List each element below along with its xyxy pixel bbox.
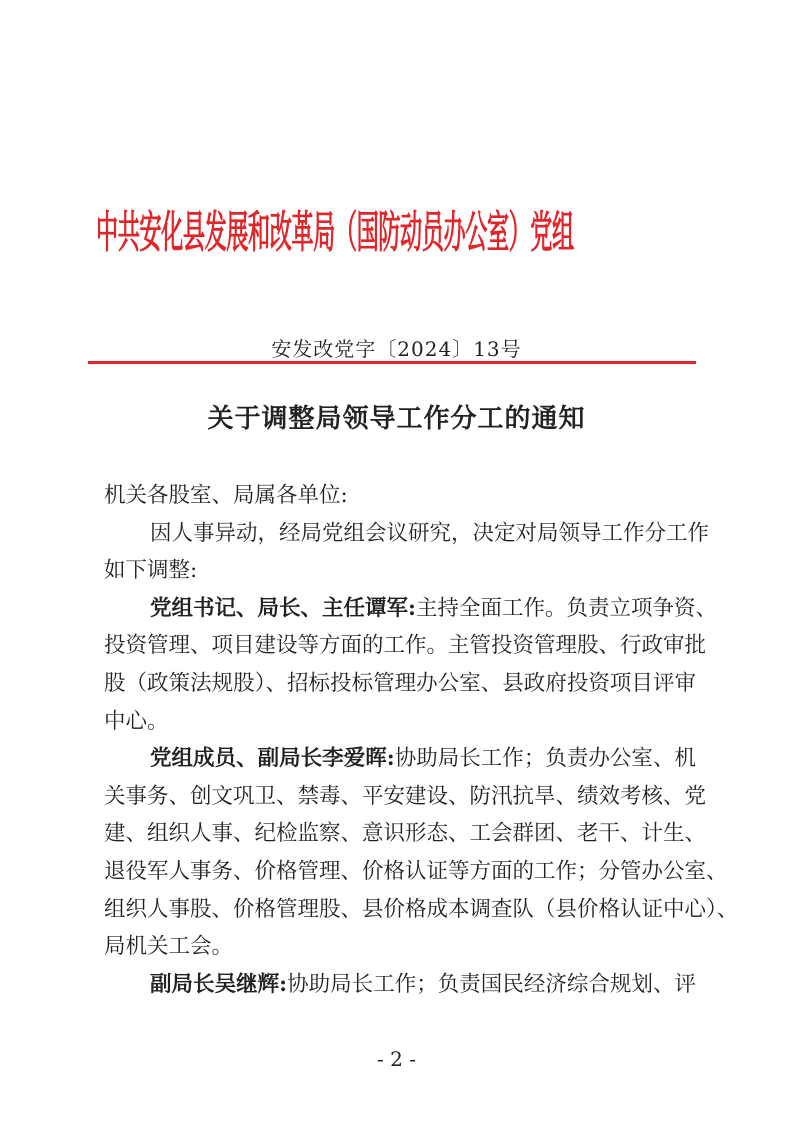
body-line [104,815,707,853]
notice-heading: 关于调整局领导工作分工的通知 [207,404,586,434]
line-text: 因人事异动，经局党组会议研究，决定对局领导工作分工作 [150,520,710,546]
document-number: 安发改党字〔2024〕13号 [271,337,522,361]
body-line [104,966,696,1004]
line-text: 关事务、创文巩卫、禁毒、平安建设、防汛抗旱、绩效考核、党 [104,783,707,809]
body-line [104,627,707,665]
body-line [104,665,696,703]
line-text: 建、组织人事、纪检监察、意识形态、工会群团、老干、计生、 [104,821,707,847]
leader-title: 副局长吴继辉: [150,971,288,997]
body-line [104,552,696,590]
line-text: 如下调整: [104,558,198,584]
line-text: 局机关工会。 [104,934,234,960]
line-text: 协助局长工作；负责办公室、机 [394,746,696,772]
issuing-organization-title [96,205,696,261]
body-line [104,740,696,778]
body-line [104,515,710,553]
line-text: 股（政策法规股）、招标投标管理办公室、县政府投资项目评审 [104,670,696,696]
line-text: 主持全面工作。负责立项争资、 [415,595,717,621]
leader-title: 党组成员、副局长李爱晖: [150,746,395,772]
body-line [104,853,728,891]
red-divider-line [88,361,696,364]
body-line [104,590,717,628]
notice-body [104,477,739,1003]
body-line [104,477,696,515]
body-line [104,928,696,966]
line-text: 协助局长工作；负责国民经济综合规划、评 [287,971,696,997]
leader-title: 党组书记、局长、主任谭军: [150,595,416,621]
line-text: 组织人事股、价格管理股、县价格成本调查队（县价格认证中心）、 [104,896,739,922]
line-text: 投资管理、项目建设等方面的工作。主管投资管理股、行政审批 [104,633,707,659]
line-text: 中心。 [104,708,169,734]
line-text: 退役军人事务、价格管理、价格认证等方面的工作；分管办公室、 [104,858,728,884]
body-line [104,703,696,741]
line-text: 机关各股室、局属各单位: [104,483,348,508]
org-title-text: 中共安化县发展和改革局（国防动员办公室）党组 [96,207,574,258]
body-line [104,891,739,929]
page-number: - 2 - [377,1047,416,1071]
body-line [104,778,707,816]
